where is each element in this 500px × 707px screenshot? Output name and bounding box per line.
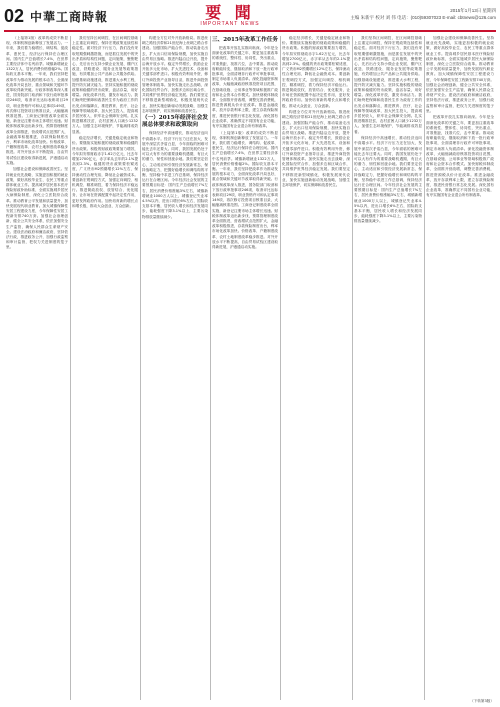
editor-info: 主编 朱新宇 校对 刘 伟 电话：(010)59307023 E-mail: cbtnews@126.com — [350, 15, 496, 20]
body-text: 我们坚持区间调控，在区间调控基础上注重定向调控，保持宏观政策连续性和稳定性。面对经济下行压力，我们没有采取短期强刺激措施，而是抓住发展中的突出矛盾和结构性问题，定向施策，聚焦靶心，先后出台支持小微企业发展、棚户区改造、铁路建设、服务业发展等政策措施，有效增加公共产品和公共服务供给。加强基础设施建设，推进重大水利工程，提升防灾减灾能力。坚持实施积极的财政政策和稳健的货币政策，盘活存量，用好增量。深化改革开放，激发市场活力。我们始终把保障和改善民生作为政府工作的出发点和落脚点，推进教育、医疗、社会保障等领域改革，加大民生投入，提高城乡居民收入，织牢社会保障安全网。扎实推进精准扶贫，农村贫困人口减少1232万人。加强生态环境保护，节能减排成效显著。 — [354, 36, 422, 134]
body-text: 加强社会建设和保障改善民生。坚持就业优先战略，实施更加积极的就业政策，做好高校毕业生、农民工等重点群体就业工作。提高城乡居民基本医疗保险财政补助标准，全面实施城乡居民大病保险制度，深化公立医院综合改革。推动教育公平发展和质量提升，加快发展现代职业教育。加大城镇保障性安居工程建设力度，今年保障性安居工程新安排740万套。加强社会治理创新，健全公共安全体系，依法加强安全生产监管，确保人民群众生命财产安全。建设法治政府和廉洁政府，坚持依法行政，推进政务公开，加强行政监察和审计监督，把权力关进制度的笼子里。 — [6, 167, 68, 250]
page-number: 02 — [4, 6, 25, 26]
body-text: 把改革开放扎实推向纵深。今年是全面深化改革的关键之年，要更加注重改革的系统性、整体性、协同性，突出重点，对准焦距，找准穴位，击中要害。推动政府职能转变，继续取消和下放一批行政审批事项，全面清理非行政许可审批事项，制定市场准入负面清单。深化投融资体制改革，大幅缩减政府核准投资项目范围，在基础设施、公用事业等领域积极推广政府和社会资本合作模式。加快财税体制改革，全面推开营改增，调整完善消费税，推进资源税从价计征改革。推进金融改革，放开存款利率上限，建立存款保险制度，推进民营银行常态化发展。深化国有企业改革，准确界定不同国有企业功能，有序实施国有企业混合所有制改革。 — [426, 115, 494, 198]
body-text: 稳定经济增长，关键是稳定就业和物价。要继续实施积极的财政政策和稳健的货币政策。积极的财政政策要加力增效，今年拟安排财政赤字1.62万亿元，比去年增加2700亿元，赤字率从去年的2.1%提高到2.3%。稳健的货币政策要松紧适度，广义货币M2预期增长12%左右，保持流动性合理充裕，降低社会融资成本。要创新宏观调控方式，加强定向调控、相机调控、精准调控，着力保持经济平稳运行。推进简政放权、放管结合、优化服务，让市场在资源配置中起决定性作用，更好发挥政府作用。加快培育新的增长点和增长极，推动大众创业、万众创新。 — [72, 136, 138, 208]
column-divider — [280, 36, 281, 700]
column-2 — [72, 36, 138, 702]
continued-note: （下转第3版） — [470, 699, 494, 703]
newspaper-name: 中華工商時報 — [30, 10, 109, 24]
body-text: （上接第1版）改革的成效不断显现，体制机制创新释放了发展活力。一年来，我们着力稳增长、调结构、促改革、惠民生，经济运行保持在合理区间。国内生产总值增长7.4%，在世界主要经济体中名列前茅。城镇新增就业1322万人，居民消费价格涨幅2%。国际收支基本平衡。一年来，我们坚持把改革作为推动发展的根本动力，全面深化改革开局良好，重点领域和关键环节改革取得新突破。行政体制改革深入推进，国务院部门取消和下放行政审批事项246项，取消评比达标表彰项目29项，职业资格许可和认定事项149项，再次修订投资项目核准目录，大幅缩减核准范围。工商登记制度改革全面实施，新登记注册市场主体增长迅速。财税体制改革迈出新步伐，预算管理制度改革全面推进，营改增试点范围扩大，金融改革积极推进，存款保险制度出台，利率市场化改革加快。价格改革、户籍制度改革、农村土地制度改革稳步推进。对外开放水平不断提高，自由贸易试验区建设取得新进展，沪港通启动实施。 — [6, 36, 68, 165]
body-text: （上接第1版）改革的成效不断显现，体制机制创新释放了发展活力。一年来，我们着力稳增长、调结构、促改革、惠民生，经济运行保持在合理区间。国内生产总值增长7.4%，在世界主要经济体中名列前茅。城镇新增就业1322万人，居民消费价格涨幅2%。国际收支基本平衡。一年来，我们坚持把改革作为推动发展的根本动力，全面深化改革开局良好，重点领域和关键环节改革取得新突破。行政体制改革深入推进，国务院部门取消和下放行政审批事项246项，取消评比达标表彰项目29项，职业资格许可和认定事项149项，再次修订投资项目核准目录，大幅缩减核准范围。工商登记制度改革全面实施，新登记注册市场主体增长迅速。财税体制改革迈出新步伐，预算管理制度改革全面推进，营改增试点范围扩大，金融改革积极推进，存款保险制度出台，利率市场化改革加快。价格改革、户籍制度改革、农村土地制度改革稳步推进。对外开放水平不断提高，自由贸易试验区建设取得新进展，沪港通启动实施。 — [212, 130, 278, 250]
column-divider — [70, 36, 71, 700]
column-1 — [6, 36, 68, 702]
column-divider — [424, 36, 425, 700]
body-text: 构建全方位对外开放新格局。推进丝绸之路经济带和21世纪海上丝绸之路合作建设。加强国际产能合作，推动装备走出去，扩大出口信用保险规模，加快实施自由贸易区战略。推进内陆沿边开放，提升沿海开放水平。稳定外贸增长，鼓励企业开拓多元化市场，扩大先进技术、设备和关键零部件进口。积极有效利用外资，修订外商投资产业指导目录，推进外商投资管理体制改革。加快实施走出去战略，深化国际经贸合作，加强多边和区域合作，共同维护世界经济稳定发展。我们要坚定不移推进新型城镇化，积极发展现代农业，加快实施创新驱动发展战略，加强生态环境保护，切实保障和改善民生。 — [282, 110, 350, 187]
issue-date: 2015年1月13日 星期四 — [450, 8, 496, 13]
column-3 — [142, 36, 208, 702]
body-text: 把改革开放扎实推向纵深。今年是全面深化改革的关键之年，要更加注重改革的系统性、整体性、协同性，突出重点，对准焦距，找准穴位，击中要害。推动政府职能转变，继续取消和下放一批行政审批事项，全面清理非行政许可审批事项，制定市场准入负面清单。深化投融资体制改革，大幅缩减政府核准投资项目范围，在基础设施、公用事业等领域积极推广政府和社会资本合作模式。加快财税体制改革，全面推开营改增，调整完善消费税，推进资源税从价计征改革。推进金融改革，放开存款利率上限，建立存款保险制度，推进民营银行常态化发展。深化国有企业改革，准确界定不同国有企业功能，有序实施国有企业混合所有制改革。 — [212, 46, 278, 129]
column-7 — [426, 36, 494, 702]
section-title-cn: 要 聞 — [205, 3, 255, 22]
body-text: 保持经济中高速增长，推动经济迈向中高端水平。经济下行压力还在加大，发展中深层次矛盾凸显，今年面临的困难可能比去年还要大。同时，我国发展仍处于可以大有作为的重要战略机遇期，有巨大的潜力、韧性和回旋余地。我们要坚定信心，主动适应和引领经济发展新常态，保持战略定力，把握好稳增长和调结构的平衡，坚持稳中求进工作总基调，保持经济运行在合理区间。今年经济社会发展的主要预期目标是：国内生产总值增长7%左右，居民消费价格涨幅3%左右，城镇新增就业1000万人以上，城镇登记失业率4.5%以内，进出口增长6%左右，国际收支基本平衡，居民收入增长和经济发展同步，能耗强度下降3.1%以上，主要污染物排放量继续减少。 — [142, 131, 208, 219]
section-title — [180, 5, 280, 27]
masthead-meta — [286, 7, 496, 21]
body-text: 构建全方位对外开放新格局。推进丝绸之路经济带和21世纪海上丝绸之路合作建设。加强国际产能合作，推动装备走出去，扩大出口信用保险规模，加快实施自由贸易区战略。推进内陆沿边开放，提升沿海开放水平。稳定外贸增长，鼓励企业开拓多元化市场，扩大先进技术、设备和关键零部件进口。积极有效利用外资，修订外商投资产业指导目录，推进外商投资管理体制改革。加快实施走出去战略，深化国际经贸合作，加强多边和区域合作，共同维护世界经济稳定发展。我们要坚定不移推进新型城镇化，积极发展现代农业，加快实施创新驱动发展战略，加强生态环境保护，切实保障和改善民生。 — [142, 36, 208, 113]
body-text: 加强社会建设和保障改善民生。坚持就业优先战略，实施更加积极的就业政策，做好高校毕业生、农民工等重点群体就业工作。提高城乡居民基本医疗保险财政补助标准，全面实施城乡居民大病保险制度，深化公立医院综合改革。推动教育公平发展和质量提升，加快发展现代职业教育。加大城镇保障性安居工程建设力度，今年保障性安居工程新安排740万套。加强社会治理创新，健全公共安全体系，依法加强安全生产监管，确保人民群众生命财产安全。建设法治政府和廉洁政府，坚持依法行政，推进政务公开，加强行政监察和审计监督，把权力关进制度的笼子里。 — [426, 36, 494, 113]
column-5 — [282, 36, 350, 702]
headline-2: （一）2015年经济社会发展总体要求和政策取向 — [142, 115, 208, 129]
body-text: 我们坚持区间调控，在区间调控基础上注重定向调控，保持宏观政策连续性和稳定性。面对经济下行压力，我们没有采取短期强刺激措施，而是抓住发展中的突出矛盾和结构性问题，定向施策，聚焦靶心，先后出台支持小微企业发展、棚户区改造、铁路建设、服务业发展等政策措施，有效增加公共产品和公共服务供给。加强基础设施建设，推进重大水利工程，提升防灾减灾能力。坚持实施积极的财政政策和稳健的货币政策，盘活存量，用好增量。深化改革开放，激发市场活力。我们始终把保障和改善民生作为政府工作的出发点和落脚点，推进教育、医疗、社会保障等领域改革，加大民生投入，提高城乡居民收入，织牢社会保障安全网。扎实推进精准扶贫，农村贫困人口减少1232万人。加强生态环境保护，节能减排成效显著。 — [72, 36, 138, 134]
column-4 — [212, 36, 278, 702]
column-divider — [352, 36, 353, 700]
column-divider — [210, 36, 211, 700]
body-text: 保持经济中高速增长，推动经济迈向中高端水平。经济下行压力还在加大，发展中深层次矛盾凸显，今年面临的困难可能比去年还要大。同时，我国发展仍处于可以大有作为的重要战略机遇期，有巨大的潜力、韧性和回旋余地。我们要坚定信心，主动适应和引领经济发展新常态，保持战略定力，把握好稳增长和调结构的平衡，坚持稳中求进工作总基调，保持经济运行在合理区间。今年经济社会发展的主要预期目标是：国内生产总值增长7%左右，居民消费价格涨幅3%左右，城镇新增就业1000万人以上，城镇登记失业率4.5%以内，进出口增长6%左右，国际收支基本平衡，居民收入增长和经济发展同步，能耗强度下降3.1%以上，主要污染物排放量继续减少。 — [354, 136, 422, 224]
masthead — [4, 4, 496, 32]
column-divider — [140, 36, 141, 700]
section-title-en: IMPORTANT NEWS — [200, 21, 260, 27]
headline-1: 三、2015年改革工作任务 — [212, 37, 278, 43]
body-text: 稳定经济增长，关键是稳定就业和物价。要继续实施积极的财政政策和稳健的货币政策。积极的财政政策要加力增效，今年拟安排财政赤字1.62万亿元，比去年增加2700亿元，赤字率从去年的2.1%提高到2.3%。稳健的货币政策要松紧适度，广义货币M2预期增长12%左右，保持流动性合理充裕，降低社会融资成本。要创新宏观调控方式，加强定向调控、相机调控、精准调控，着力保持经济平稳运行。推进简政放权、放管结合、优化服务，让市场在资源配置中起决定性作用，更好发挥政府作用。加快培育新的增长点和增长极，推动大众创业、万众创新。 — [282, 36, 350, 108]
column-6 — [354, 36, 422, 702]
